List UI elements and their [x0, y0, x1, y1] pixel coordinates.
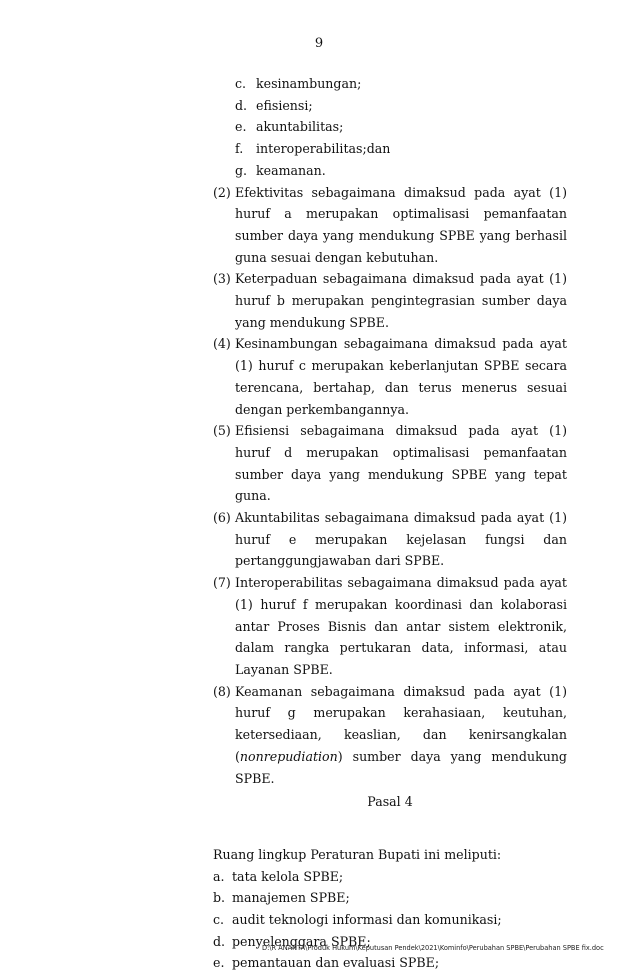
list-item-text: keamanan. [256, 162, 326, 178]
list-item-text: kesinambungan; [256, 76, 362, 91]
list-item [235, 73, 567, 95]
ayat-text: Interoperabilitas sebagaimana dimaksud pada ayat (1) huruf f merupakan koordinasi dan kolaborasi antar Proses Bisnis dan antar sistem elektronik, dalam rangka pertukaran data, informasi, atau Layanan SPBE. [235, 575, 567, 677]
scope-intro: Ruang lingkup Peraturan Bupati ini meliputi: [213, 846, 502, 862]
list-item [213, 909, 567, 931]
list-item-text: interoperabilitas;dan [256, 141, 391, 157]
ayat-text-after: ) sumber daya yang mendukung SPBE. [235, 748, 567, 786]
ayat-paragraph [213, 507, 567, 572]
list-item-text: audit teknologi informasi dan komunikasi; [232, 912, 502, 928]
ayat-number: (7) [213, 575, 231, 591]
list-item [213, 866, 567, 888]
ayat-number: (4) [213, 336, 231, 352]
list-item [213, 952, 567, 974]
list-item-text: penyelenggara SPBE; [232, 933, 371, 949]
list-item-text: pemantauan dan evaluasi SPBE; [232, 955, 440, 971]
list-item-label: g. [235, 162, 248, 178]
ayat-paragraph [213, 681, 567, 790]
list-item-text: akuntabilitas; [256, 119, 344, 135]
ayat-paragraph [213, 182, 567, 269]
ayat-number: (5) [213, 423, 231, 439]
list-item-label: c. [213, 912, 225, 928]
ayat-number: (8) [213, 683, 231, 699]
list-item [235, 160, 567, 182]
list-item-label: c. [235, 76, 247, 91]
ayat-text [235, 681, 567, 790]
scope-list [213, 866, 567, 975]
list-item-label: b. [213, 890, 226, 906]
list-item-text: efisiensi; [256, 97, 313, 113]
ayat-text: Akuntabilitas sebagaimana dimaksud pada ayat (1) huruf e merupakan kejelasan fungsi dan pertanggungjawaban dari SPBE. [235, 510, 567, 569]
ayat-text-before: Keamanan sebagaimana dimaksud pada ayat (1) huruf g merupakan kerahasiaan, keutuhan, ketersediaan, keaslian, dan kenirsangkalan ( [235, 683, 567, 764]
list-item-text: tata kelola SPBE; [232, 868, 344, 884]
ayat-number: (2) [213, 184, 231, 200]
page-number: 9 [314, 36, 324, 51]
list-item [235, 116, 567, 138]
list-item-label: e. [213, 955, 225, 971]
list-item-label: d. [235, 97, 248, 113]
list-item-label: a. [213, 868, 225, 884]
ayat-text: Keterpaduan sebagaimana dimaksud pada ayat (1) huruf b merupakan pengintegrasian sumber daya yang mendukung SPBE. [235, 271, 567, 330]
list-item [235, 138, 567, 160]
ayat-list [213, 182, 567, 790]
ayat-text: Efisiensi sebagaimana dimaksud pada ayat (1) huruf d merupakan optimalisasi pemanfaatan sumber daya yang mendukung SPBE yang tepat guna. [235, 423, 567, 504]
list-item-label: f. [235, 141, 244, 157]
file-path-footer: D:\R ANANTA\Produk Hukum\Keputusan Pendek\2021\Kominfo\Perubahan SPBE\Perubahan SPBE fix.doc [262, 944, 604, 952]
list-item [213, 887, 567, 909]
list-item [235, 95, 567, 117]
pasal-heading: Pasal 4 [367, 794, 413, 810]
list-item-label: e. [235, 119, 247, 135]
list-item-label: d. [213, 933, 226, 949]
section-spacer [213, 813, 567, 844]
ayat-text: Kesinambungan sebagaimana dimaksud pada ayat (1) huruf c merupakan keberlanjutan SPBE secara terencana, bertahap, dan terus menerus sesuai dengan perkembangannya. [235, 336, 567, 417]
ayat-paragraph [213, 333, 567, 420]
list-item-text: manajemen SPBE; [232, 890, 350, 906]
ayat-number: (6) [213, 510, 231, 526]
ayat-paragraph [213, 420, 567, 507]
ayat-paragraph [213, 268, 567, 333]
ayat-text: Efektivitas sebagaimana dimaksud pada ayat (1) huruf a merupakan optimalisasi pemanfaatan sumber daya yang mendukung SPBE yang berhasil guna sesuai dengan kebutuhan. [235, 184, 567, 265]
document-body [213, 73, 567, 974]
ayat-number: (3) [213, 271, 231, 287]
ayat-text-italic-term: nonrepudiation [239, 748, 338, 764]
sub-item-list [213, 73, 567, 182]
ayat-paragraph [213, 572, 567, 681]
